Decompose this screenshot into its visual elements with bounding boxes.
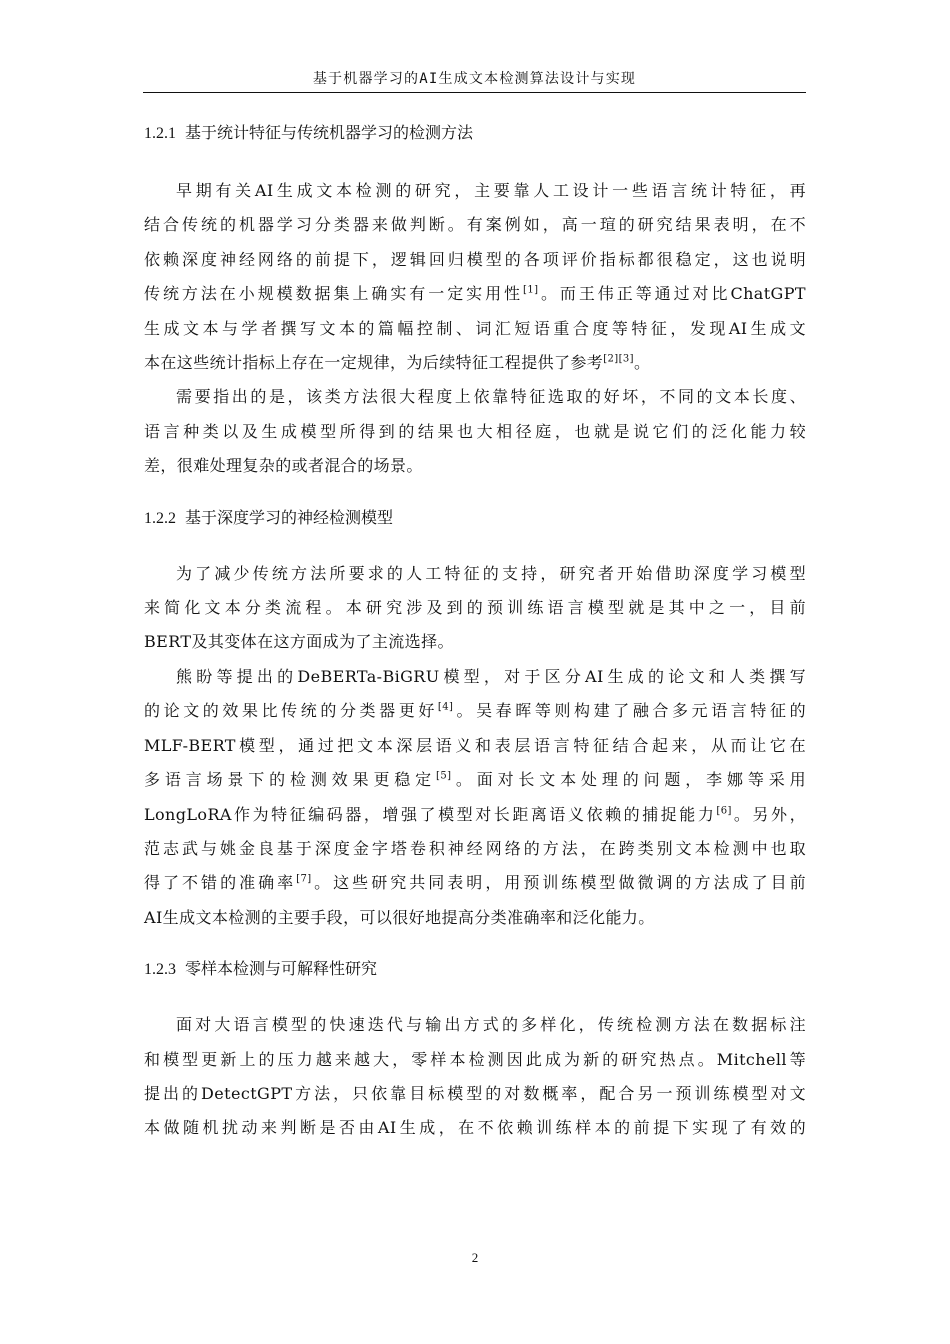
paragraph-line: 熊盼等提出的DeBERTa-BiGRU模型，对于区分AI生成的论文和人类撰写 <box>176 666 806 686</box>
line-text: 。另外， <box>731 804 806 824</box>
line-text: LongLoRA作为特征编码器，增强了模型对长距离语义依赖的捕捉能力 <box>144 804 717 824</box>
paragraph <box>144 660 806 935</box>
paragraph-line: AI生成文本检测的主要手段，可以很好地提高分类准确率和泛化能力。 <box>144 907 655 927</box>
paragraph-line: 面对大语言模型的快速迭代与输出方式的多样化，传统检测方法在数据标注 <box>176 1015 806 1035</box>
citation: [7] <box>296 873 312 885</box>
paragraph-line: MLF-BERT模型，通过把文本深层语义和表层语言特征结合起来，从而让它在 <box>144 735 806 755</box>
page-number: 2 <box>471 1250 479 1265</box>
header-rule <box>143 92 806 93</box>
paragraph <box>144 174 806 380</box>
paragraph-line: 提出的DetectGPT方法，只依靠目标模型的对数概率，配合另一预训练模型对文 <box>144 1083 806 1103</box>
citation: [4] <box>437 701 454 713</box>
section-title: 零样本检测与可解释性研究 <box>185 959 378 979</box>
line-text: 传统方法在小规模数据集上确实有一定实用性 <box>144 284 524 304</box>
paragraph-line: 语言种类以及生成模型所得到的结果也大相径庭，也就是说它们的泛化能力较 <box>144 421 806 441</box>
citation: [5] <box>436 770 452 782</box>
citation: [2][3] <box>603 353 634 365</box>
page-body <box>144 116 806 1146</box>
line-text: 。面对长文本处理的问题，李娜等采用 <box>451 770 806 790</box>
section-heading-1-2-2 <box>144 506 806 531</box>
paragraph-line: 差，很难处理复杂的或者混合的场景。 <box>144 456 423 476</box>
section-number: 1.2.3 <box>144 961 176 979</box>
paragraph-line: 需要指出的是，该类方法很大程度上依靠特征选取的好坏，不同的文本长度、 <box>176 387 806 407</box>
paragraph-line: 来简化文本分类流程。本研究涉及到的预训练语言模型就是其中之一，目前 <box>144 598 806 618</box>
line-text: 。而王伟正等通过对比ChatGPT <box>538 284 806 304</box>
line-text: 本在这些统计指标上存在一定规律，为后续特征工程提供了参考 <box>144 353 604 373</box>
paragraph-line <box>144 346 806 380</box>
paragraph-line: BERT及其变体在这方面成为了主流选择。 <box>144 632 454 652</box>
section-number: 1.2.2 <box>144 509 176 527</box>
paragraph-line: 和模型更新上的压力越来越大，零样本检测因此成为新的研究热点。Mitchell等 <box>144 1049 806 1069</box>
paragraph <box>144 557 806 660</box>
paragraph-line <box>144 694 806 728</box>
paragraph-line <box>144 277 806 311</box>
line-text: 的论文的效果比传统的分类器更好 <box>144 701 438 721</box>
section-heading-1-2-3 <box>144 957 806 982</box>
line-text: 多语言场景下的检测效果更稳定 <box>144 770 437 790</box>
paragraph-line: 早期有关AI生成文本检测的研究，主要靠人工设计一些语言统计特征，再 <box>176 181 806 200</box>
section-title: 基于深度学习的神经检测模型 <box>185 507 394 527</box>
line-text: 。吴春晖等则构建了融合多元语言特征的 <box>453 701 806 721</box>
paragraph <box>144 380 806 483</box>
line-text: 得了不错的准确率 <box>144 873 297 893</box>
paragraph-line: 范志武与姚金良基于深度金字塔卷积神经网络的方法，在跨类别文本检测中也取 <box>144 838 806 858</box>
paragraph <box>144 1008 806 1146</box>
paragraph-line: 依赖深度神经网络的前提下，逻辑回归模型的各项评价指标都很稳定，这也说明 <box>144 249 806 269</box>
running-header: 基于机器学习的AI生成文本检测算法设计与实现 <box>312 71 637 87</box>
line-text: 。这些研究共同表明，用预训练模型做微调的方法成了目前 <box>311 873 807 893</box>
paragraph-line: 生成文本与学者撰写文本的篇幅控制、词汇短语重合度等特征，发现AI生成文 <box>144 318 806 338</box>
citation: [6] <box>716 805 732 817</box>
paragraph-line <box>144 763 806 797</box>
paragraph-line <box>144 866 806 900</box>
section-title: 基于统计特征与传统机器学习的检测方法 <box>185 123 474 142</box>
paragraph-line: 本做随机扰动来判断是否由AI生成，在不依赖训练样本的前提下实现了有效的 <box>144 1118 806 1138</box>
paragraph-line <box>144 798 806 832</box>
section-heading-1-2-1 <box>144 121 806 146</box>
paragraph-line: 结合传统的机器学习分类器来做判断。有案例如，高一瑄的研究结果表明，在不 <box>144 215 806 235</box>
line-text: 。 <box>633 353 651 373</box>
paragraph-line: 为了减少传统方法所要求的人工特征的支持，研究者开始借助深度学习模型 <box>176 563 806 583</box>
section-number: 1.2.1 <box>144 125 176 142</box>
citation: [1] <box>523 284 539 296</box>
